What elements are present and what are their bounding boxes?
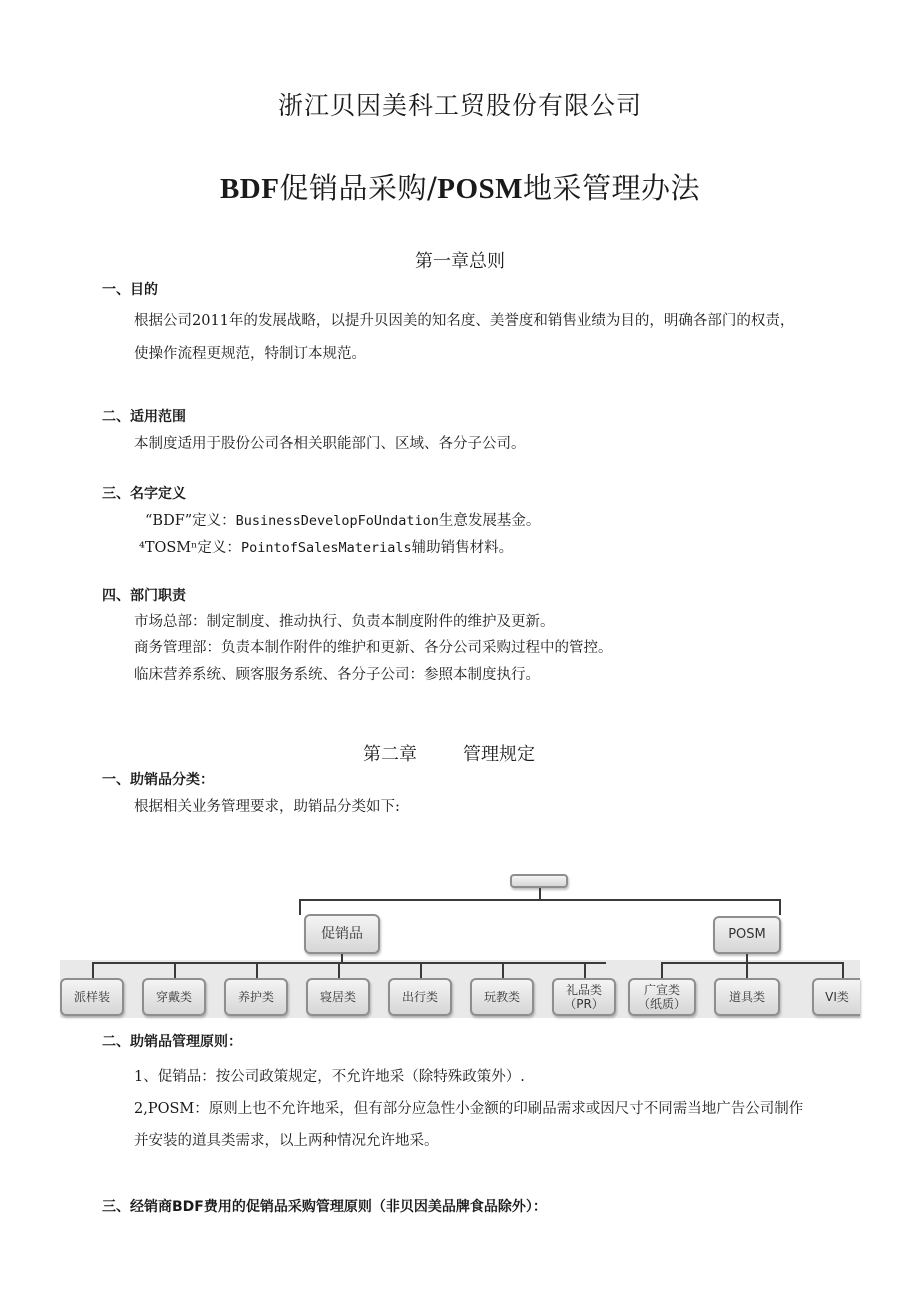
group-connector	[299, 899, 780, 901]
chapter-2-label: 第二章	[363, 744, 417, 765]
leaf-gifts-line-2: （PR）	[564, 997, 604, 1011]
leaf-gifts-line-1: 礼品类	[565, 983, 602, 997]
duties-line-3: 临床营养系统、顾客服务系统、各分子公司：参照本制度执行。	[134, 667, 540, 683]
title-end: 地采管理办法	[523, 171, 701, 205]
definition-posm	[139, 536, 513, 557]
drop-3	[256, 962, 258, 978]
leaf-vi: VI类	[812, 978, 860, 1016]
leaf-bedding: 寝居类	[306, 978, 370, 1016]
document-title	[0, 166, 920, 207]
chapter-2-title: 管理规定	[463, 744, 535, 765]
section-definitions-heading: 三、名字定义	[102, 486, 186, 502]
group-posm: POSM	[713, 916, 781, 954]
root-node-stub	[510, 874, 568, 888]
drop-10	[842, 962, 844, 978]
section-purpose-heading: 一、目的	[102, 282, 158, 298]
definition-bdf-english: BusinessDevelopFoUndation	[235, 513, 439, 529]
title-bdf: BDF	[219, 173, 280, 205]
drop-4	[338, 962, 340, 978]
principles-line-3: 并安装的道具类需求，以上两种情况允许地采。	[134, 1133, 439, 1149]
leaf-wearables: 穿戴类	[142, 978, 206, 1016]
leaf-care: 养护类	[224, 978, 288, 1016]
definition-bdf-suffix: 生意发展基金。	[438, 513, 541, 529]
duties-line-1: 市场总部：制定制度、推动执行、负责本制度附件的维护及更新。	[134, 614, 555, 630]
drop-6	[502, 962, 504, 978]
section-scope-heading: 二、适用范围	[102, 409, 186, 425]
leaf-gifts	[552, 978, 616, 1016]
chapter-1-title: 第一章总则	[415, 251, 505, 272]
section-duties-heading: 四、部门职责	[102, 588, 186, 604]
group-promo: 促销品	[304, 914, 380, 954]
definition-bdf	[145, 509, 540, 530]
leaf-travel: 出行类	[388, 978, 452, 1016]
scope-line-1: 本制度适用于股份公司各相关职能部门、区域、各分子公司。	[134, 436, 526, 452]
promo-child-bar	[92, 962, 606, 964]
leaf-advertising-line-1: 广宣类	[643, 983, 680, 997]
section-classification-heading: 一、助销品分类：	[102, 772, 214, 788]
classification-org-chart	[60, 880, 860, 1020]
title-middle: 促销品采购/	[279, 171, 438, 205]
purpose-line-2: 使操作流程更规范，特制订本规范。	[134, 346, 366, 362]
leaf-advertising	[628, 978, 696, 1016]
principles-line-2: 2,POSM：原则上也不允许地采，但有部分应急性小金额的印刷品需求或因尺寸不同需当地广告公司制作	[134, 1101, 804, 1117]
title-posm: POSM	[437, 173, 524, 205]
classification-line-1: 根据相关业务管理要求，助销品分类如下:	[134, 799, 400, 815]
drop-8	[661, 962, 663, 978]
posm-child-bar	[661, 962, 844, 964]
leaf-toys: 玩教类	[470, 978, 534, 1016]
section-principles-heading: 二、助销品管理原则：	[102, 1034, 242, 1050]
drop-2	[174, 962, 176, 978]
posm-drop	[779, 899, 781, 915]
duties-line-2: 商务管理部：负责本制作附件的维护和更新、各分公司采购过程中的管控。	[134, 640, 613, 656]
definition-bdf-prefix: “BDF”定义：	[145, 513, 236, 529]
company-name: 浙江贝因美科工贸股份有限公司	[277, 91, 642, 120]
drop-7	[584, 962, 586, 978]
drop-5	[420, 962, 422, 978]
section-bdf-principles-heading: 三、经销商BDF费用的促销品采购管理原则（非贝因美品牌食品除外）：	[102, 1199, 547, 1215]
leaf-advertising-line-2: （纸质）	[637, 997, 686, 1011]
drop-9	[746, 962, 748, 978]
promo-drop	[299, 899, 301, 915]
purpose-line-1: 根据公司2011年的发展战略，以提升贝因美的知名度、美誉度和销售业绩为目的，明确各部门的权责，	[134, 313, 795, 329]
drop-1	[92, 962, 94, 978]
principles-line-1: 1、促销品：按公司政策规定，不允许地采（除特殊政策外）.	[134, 1069, 525, 1085]
definition-posm-english: PointofSalesMaterials	[240, 540, 412, 556]
leaf-props: 道具类	[714, 978, 780, 1016]
definition-posm-suffix: 辅助销售材料。	[411, 540, 514, 556]
leaf-sample: 派样装	[60, 978, 124, 1016]
definition-posm-prefix: ⁴TOSMⁿ定义：	[139, 540, 241, 556]
